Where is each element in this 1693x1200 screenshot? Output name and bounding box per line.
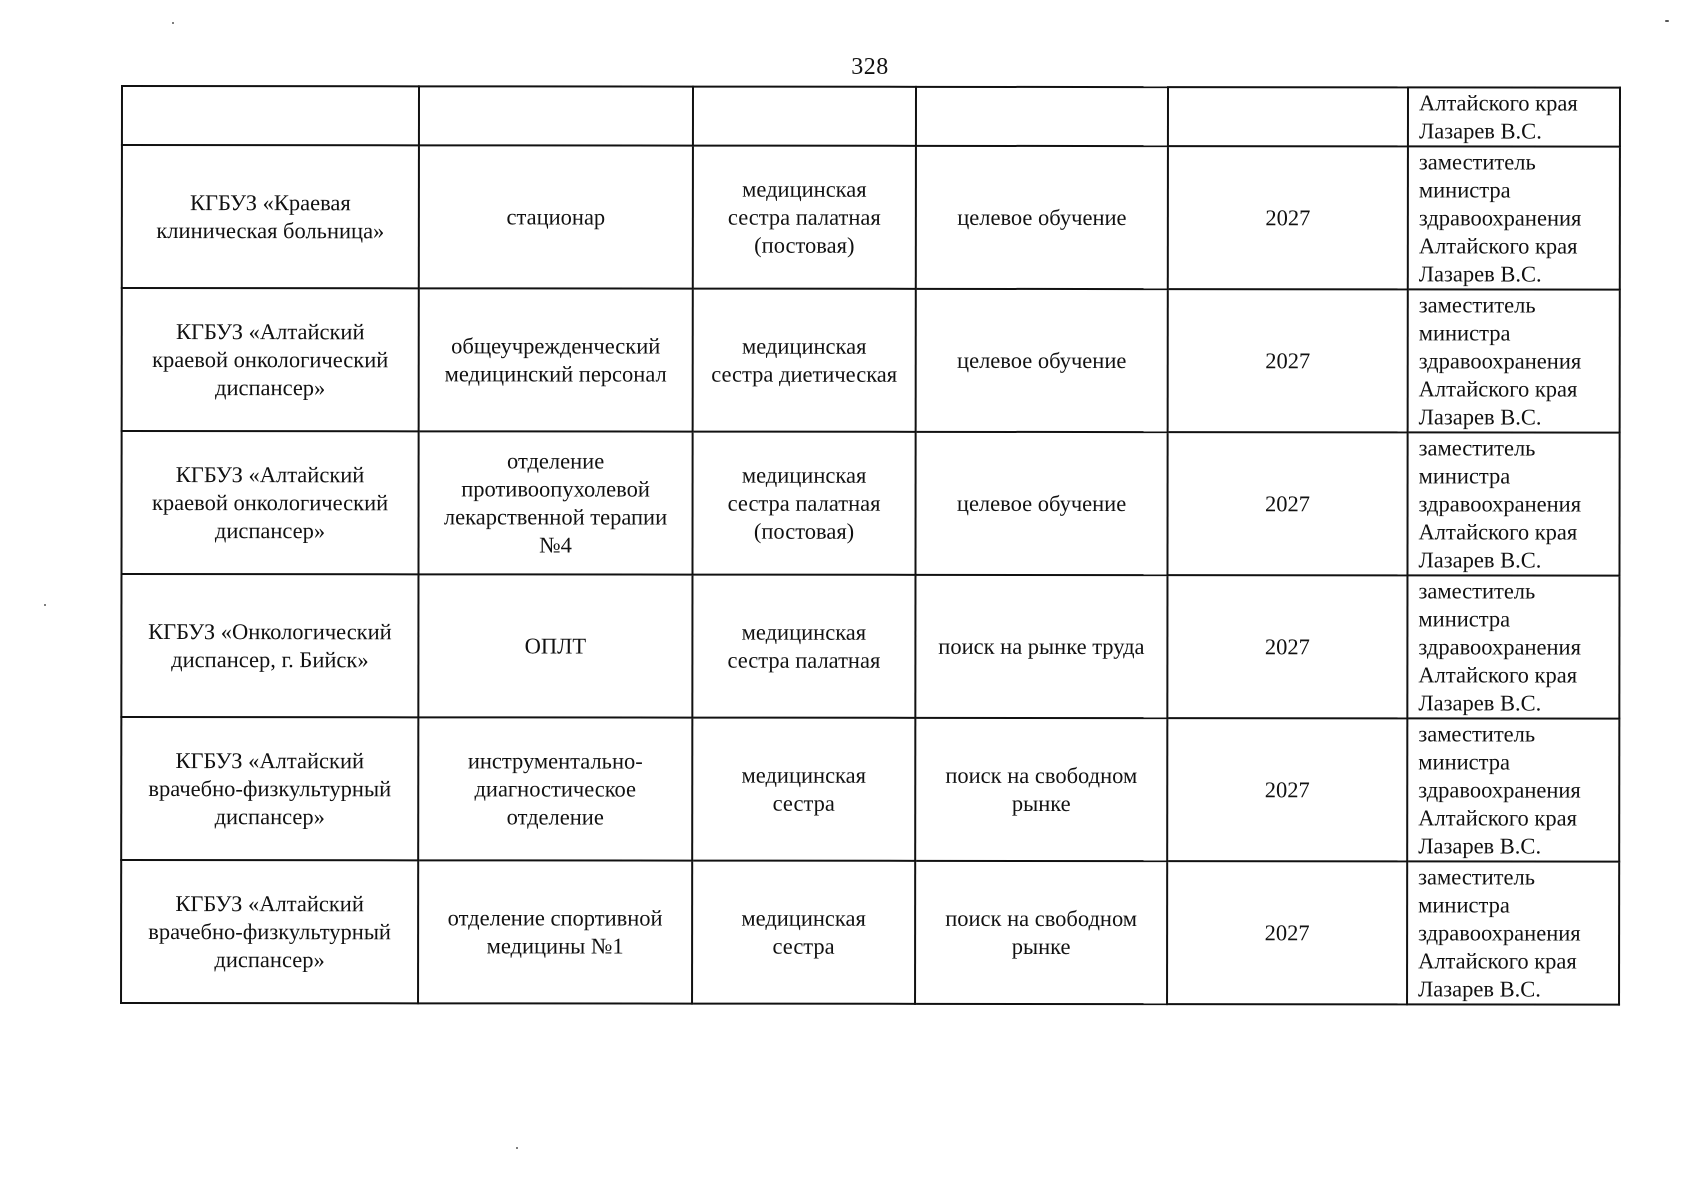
department-line: инструментально- — [467, 747, 643, 774]
method-cell — [915, 861, 1167, 1004]
position-line: медицинская — [741, 905, 866, 931]
responsible-line: министра — [1418, 463, 1511, 489]
responsible-line: заместитель — [1418, 149, 1536, 175]
position-line: медицинская — [741, 619, 867, 645]
department-line: лекарственной терапии — [443, 503, 668, 530]
responsible-line: министра — [1418, 892, 1510, 918]
method-line: поиск на рынке труда — [938, 633, 1145, 659]
organization-line: КГБУЗ «Онкологический — [148, 618, 392, 644]
position-cell — [692, 432, 915, 575]
staffing-table — [120, 85, 1621, 1006]
method-cell — [915, 575, 1167, 718]
department-cell — [418, 717, 692, 860]
organization-cell — [122, 145, 419, 288]
position-line: (постовая) — [753, 518, 855, 544]
responsible-line: заместитель — [1418, 864, 1536, 890]
position-line: медицинская — [741, 762, 867, 788]
table-row — [121, 717, 1619, 862]
responsible-line: Лазарев В.С. — [1418, 547, 1542, 573]
department-line: медицины №1 — [486, 932, 624, 959]
organization-line: диспансер, г. Бийск» — [171, 646, 369, 672]
method-line: целевое обучение — [957, 347, 1127, 373]
department-cell — [419, 145, 693, 288]
responsible-line: Лазарев В.С. — [1418, 833, 1542, 859]
organization-cell — [122, 86, 419, 145]
responsible-line: заместитель — [1418, 292, 1536, 318]
position-line: сестра палатная — [727, 204, 881, 230]
table-row — [122, 288, 1620, 433]
organization-cell — [121, 574, 418, 717]
responsible-line: министра — [1418, 606, 1511, 632]
scan-speck — [516, 1147, 518, 1149]
position-cell — [693, 289, 916, 432]
responsible-line: министра — [1418, 749, 1511, 775]
responsible-cell — [1408, 87, 1620, 146]
responsible-line: министра — [1418, 320, 1511, 346]
organization-cell — [121, 431, 418, 574]
page-number: 328 — [851, 54, 889, 80]
year-cell: 2027 — [1167, 432, 1407, 575]
table-row — [121, 431, 1619, 576]
table-row-continuation — [122, 86, 1620, 147]
method-line: поиск на свободном — [945, 762, 1138, 788]
responsible-line: Алтайского края — [1418, 662, 1578, 688]
responsible-line: Лазарев В.С. — [1418, 118, 1542, 144]
position-line: сестра палатная — [727, 490, 881, 516]
responsible-line: Алтайского края — [1418, 90, 1578, 116]
scan-speck — [1665, 20, 1669, 22]
responsible-line: здравоохранения — [1418, 205, 1582, 231]
method-line: поиск на свободном — [945, 905, 1138, 931]
responsible-line: Алтайского края — [1418, 519, 1578, 545]
organization-line: диспансер» — [215, 374, 326, 400]
position-cell — [692, 718, 915, 861]
responsible-line: заместитель — [1418, 721, 1536, 747]
position-line: сестра диетическая — [711, 361, 898, 387]
responsible-line: Лазарев В.С. — [1418, 261, 1542, 287]
responsible-line: Алтайского края — [1418, 948, 1577, 974]
organization-line: диспансер» — [214, 803, 325, 829]
position-line: медицинская — [741, 333, 867, 359]
table-row — [122, 145, 1620, 290]
responsible-line: Алтайского края — [1418, 805, 1577, 831]
responsible-line: здравоохранения — [1418, 491, 1582, 517]
organization-line: диспансер» — [214, 946, 325, 972]
year-cell: 2027 — [1167, 861, 1407, 1004]
organization-cell — [122, 288, 419, 431]
department-line: медицинский персонал — [444, 360, 667, 387]
position-cell — [693, 87, 916, 146]
organization-line: КГБУЗ «Алтайский — [175, 747, 365, 773]
responsible-cell — [1407, 575, 1619, 718]
responsible-cell — [1407, 861, 1619, 1004]
responsible-line: заместитель — [1418, 578, 1536, 604]
department-line: отделение — [506, 803, 604, 830]
responsible-cell — [1408, 146, 1620, 289]
scan-speck — [172, 22, 174, 24]
department-cell — [418, 574, 692, 717]
responsible-cell — [1407, 718, 1619, 861]
method-cell — [916, 87, 1168, 146]
responsible-line: Алтайского края — [1418, 233, 1578, 259]
table-row — [121, 574, 1619, 719]
organization-line: КГБУЗ «Алтайский — [175, 890, 364, 916]
organization-line: диспансер» — [214, 517, 326, 543]
organization-line: врачебно-физкультурный — [148, 918, 392, 944]
year-cell: 2027 — [1168, 146, 1408, 289]
responsible-line: здравоохранения — [1418, 634, 1581, 660]
year-cell: 2027 — [1167, 575, 1407, 718]
position-line: медицинская — [741, 462, 867, 488]
department-line: диагностическое — [474, 775, 637, 802]
responsible-line: Алтайского края — [1418, 376, 1578, 402]
organization-line: врачебно-физкультурный — [148, 775, 392, 801]
department-line: №4 — [539, 531, 572, 557]
responsible-line: здравоохранения — [1418, 348, 1582, 374]
position-line: (постовая) — [754, 232, 855, 258]
organization-cell — [121, 860, 418, 1003]
department-line: ОПЛТ — [524, 632, 587, 658]
method-line: рынке — [1011, 790, 1071, 816]
responsible-line: здравоохранения — [1418, 920, 1581, 946]
responsible-line: здравоохранения — [1418, 777, 1581, 803]
position-cell — [692, 861, 915, 1004]
year-cell — [1168, 87, 1408, 146]
department-cell — [418, 431, 692, 574]
responsible-line: заместитель — [1418, 435, 1536, 461]
responsible-line: Лазарев В.С. — [1418, 976, 1541, 1002]
department-line: отделение — [506, 447, 605, 474]
organization-cell — [121, 717, 418, 860]
department-cell — [418, 860, 692, 1003]
position-cell — [692, 575, 915, 718]
method-line: рынке — [1011, 933, 1071, 959]
responsible-line: министра — [1418, 177, 1511, 203]
responsible-cell — [1407, 432, 1619, 575]
table-body — [121, 86, 1620, 1005]
method-cell — [915, 432, 1167, 575]
organization-line: КГБУЗ «Алтайский — [175, 461, 365, 487]
method-cell — [916, 289, 1168, 432]
organization-line: клиническая больница» — [156, 217, 385, 243]
department-cell — [419, 288, 693, 431]
position-line: сестра — [772, 933, 835, 959]
method-line: целевое обучение — [956, 490, 1127, 516]
position-line: сестра — [772, 790, 835, 816]
scan-speck — [44, 604, 46, 606]
organization-line: краевой онкологический — [152, 346, 389, 372]
responsible-line: Лазарев В.С. — [1418, 690, 1542, 716]
position-line: сестра палатная — [727, 647, 881, 673]
department-line: противоопухолевой — [461, 475, 650, 502]
responsible-cell — [1408, 289, 1620, 432]
department-line: стационар — [506, 203, 606, 230]
method-cell — [915, 718, 1167, 861]
method-line: целевое обучение — [957, 204, 1127, 230]
department-line: общеучрежденческий — [451, 332, 661, 359]
organization-line: КГБУЗ «Краевая — [189, 189, 351, 215]
year-cell: 2027 — [1167, 718, 1407, 861]
organization-line: КГБУЗ «Алтайский — [175, 318, 365, 344]
method-cell — [916, 146, 1168, 289]
table-row — [121, 860, 1619, 1005]
position-line: медицинская — [742, 176, 867, 202]
year-cell: 2027 — [1168, 289, 1408, 432]
position-cell — [693, 146, 916, 289]
organization-line: краевой онкологический — [151, 489, 389, 515]
responsible-line: Лазарев В.С. — [1418, 404, 1542, 430]
department-line: отделение спортивной — [447, 904, 663, 931]
department-cell — [419, 86, 693, 145]
